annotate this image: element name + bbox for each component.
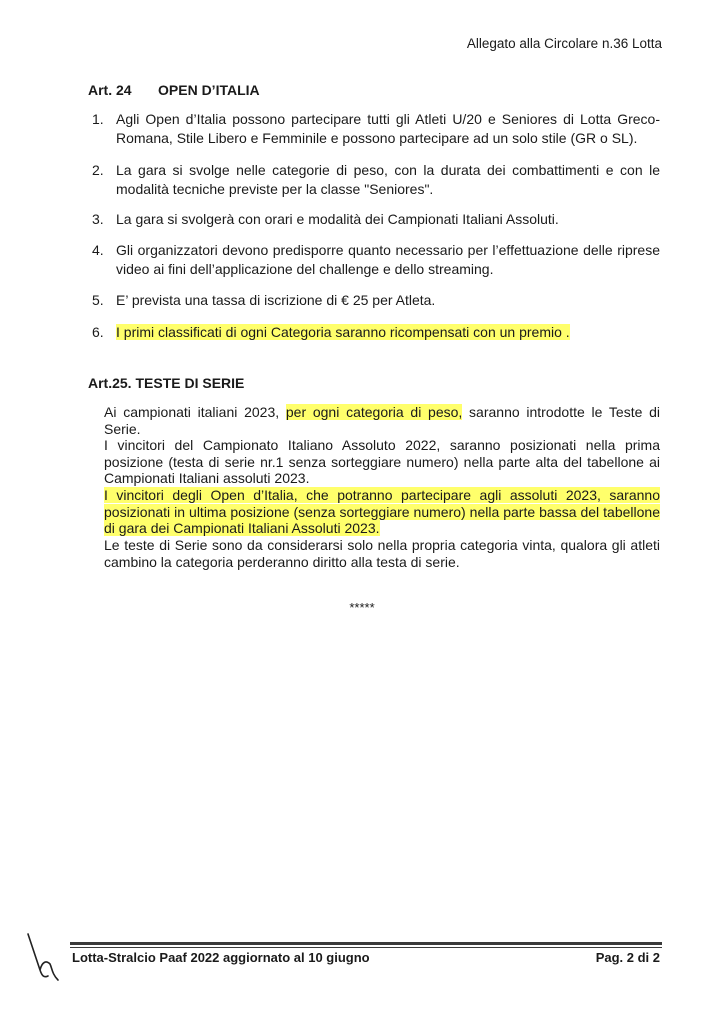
list-item-text: La gara si svolgerà con orari e modalità dei Campionati Italiani Assoluti. <box>116 211 559 227</box>
separator: ***** <box>349 600 375 615</box>
footer-rule <box>70 942 662 945</box>
highlighted-text: I vincitori degli Open d’Italia, che potranno partecipare agli assoluti 2023, saranno posizionati in ultima posizione (senza sorteggiare numero) nella parte bassa del tabellone di gara dei Campionati Italiani Assoluti 2023. <box>104 487 660 536</box>
article-24-title: OPEN D’ITALIA <box>158 82 260 98</box>
list-item-number: 6. <box>92 324 104 340</box>
page-number: Pag. 2 di 2 <box>595 950 660 965</box>
list-item-number: 5. <box>92 292 104 308</box>
paragraph <box>104 487 660 537</box>
paragraph: I vincitori del Campionato Italiano Assoluto 2022, saranno posizionati nella prima posizione (testa di serie nr.1 senza sorteggiare numero) nella parte alta del tabellone ai Campionati Italiani assoluti 2023. <box>104 437 660 486</box>
paragraph-text: Ai campionati italiani 2023, <box>104 404 286 420</box>
list-item <box>92 210 660 229</box>
list-item-number: 4. <box>92 242 104 258</box>
list-item-text: E’ prevista una tassa di iscrizione di € 25 per Atleta. <box>116 292 436 308</box>
paragraph: Le teste di Serie sono da considerarsi solo nella propria categoria vinta, qualora gli atleti cambino la categoria perderanno diritto alla testa di serie. <box>104 537 660 570</box>
list-item <box>92 291 660 310</box>
list-item-text: Agli Open d’Italia possono partecipare tutti gli Atleti U/20 e Seniores di Lotta Greco-Romana, Stile Libero e Femminile e possono partecipare ad un solo stile (GR o SL). <box>116 111 660 146</box>
list-item <box>92 161 660 198</box>
footer-rule <box>70 947 662 948</box>
list-item <box>92 323 660 342</box>
list-item-text: Gli organizzatori devono predisporre quanto necessario per l’effettuazione delle riprese video ai fini dell’applicazione del challenge e dello streaming. <box>116 242 660 277</box>
article-24-number: Art. 24 <box>88 82 132 98</box>
signature-mark <box>24 932 64 982</box>
list-item-text: La gara si svolge nelle categorie di peso, con la durata dei combattimenti e con le modalità tecniche previste per la classe "Seniores". <box>116 162 660 197</box>
article-25-title: Art.25. TESTE DI SERIE <box>88 375 245 391</box>
list-item <box>92 110 660 147</box>
list-item-number: 1. <box>92 111 104 127</box>
footer-title: Lotta-Stralcio Paaf 2022 aggiornato al 10 giugno <box>72 950 370 965</box>
highlighted-text: per ogni categoria di peso, <box>285 404 463 420</box>
list-item <box>92 241 660 278</box>
highlighted-text: I primi classificati di ogni Categoria saranno ricompensati con un premio . <box>116 324 570 340</box>
list-item-number: 2. <box>92 162 104 178</box>
header-text: Allegato alla Circolare n.36 Lotta <box>466 36 662 51</box>
paragraph-text: saranno introdotte le Teste di Serie. <box>104 404 661 437</box>
paragraph <box>104 404 660 437</box>
list-item-number: 3. <box>92 211 104 227</box>
